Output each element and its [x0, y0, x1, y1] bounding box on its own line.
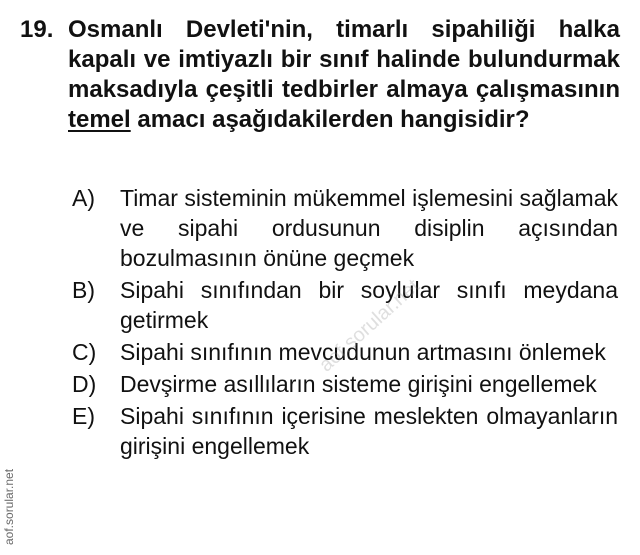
option-c-text: Sipahi sınıfının mevcudunun artmasını önlemek: [120, 339, 606, 365]
option-b-text: Sipahi sınıfından bir soylular sınıfı meydana getirmek: [120, 277, 618, 333]
side-watermark: aof.sorular.net: [2, 468, 16, 545]
option-e[interactable]: [72, 401, 618, 461]
option-a-text: Timar sisteminin mükemmel işlemesini sağlamak ve sipahi ordusunun disiplin açısından bozulmasının önüne geçmek: [120, 185, 618, 271]
option-c[interactable]: [72, 337, 618, 367]
option-a[interactable]: [72, 183, 618, 273]
option-b[interactable]: [72, 275, 618, 335]
option-c-letter: C): [72, 339, 97, 365]
diagonal-watermark: aof.sorular.net: [315, 275, 424, 377]
question-text-start: Osmanlı Devleti'nin, timarlı sipahiliği halka kapalı ve imtiyazlı bir sınıf halinde bulundurmak maksadıyla çeşitli tedbirler almaya çalışmasının: [68, 16, 620, 103]
question-block: [20, 15, 620, 135]
question-text-end: amacı aşağıdakilerden hangisidir?: [130, 106, 530, 133]
underlined-keyword: temel: [68, 106, 131, 133]
option-e-text: Sipahi sınıfının içerisine meslekten olmayanların girişini engellemek: [120, 403, 618, 459]
option-b-letter: B): [72, 277, 95, 303]
answer-options: [72, 183, 618, 463]
option-d-text: Devşirme asıllıların sisteme girişini engellemek: [120, 371, 597, 397]
option-d-letter: D): [72, 371, 97, 397]
question-text: [68, 15, 620, 135]
option-a-letter: A): [72, 185, 95, 211]
question-number: 19.: [20, 16, 54, 43]
option-e-letter: E): [72, 403, 95, 429]
option-d[interactable]: [72, 369, 618, 399]
